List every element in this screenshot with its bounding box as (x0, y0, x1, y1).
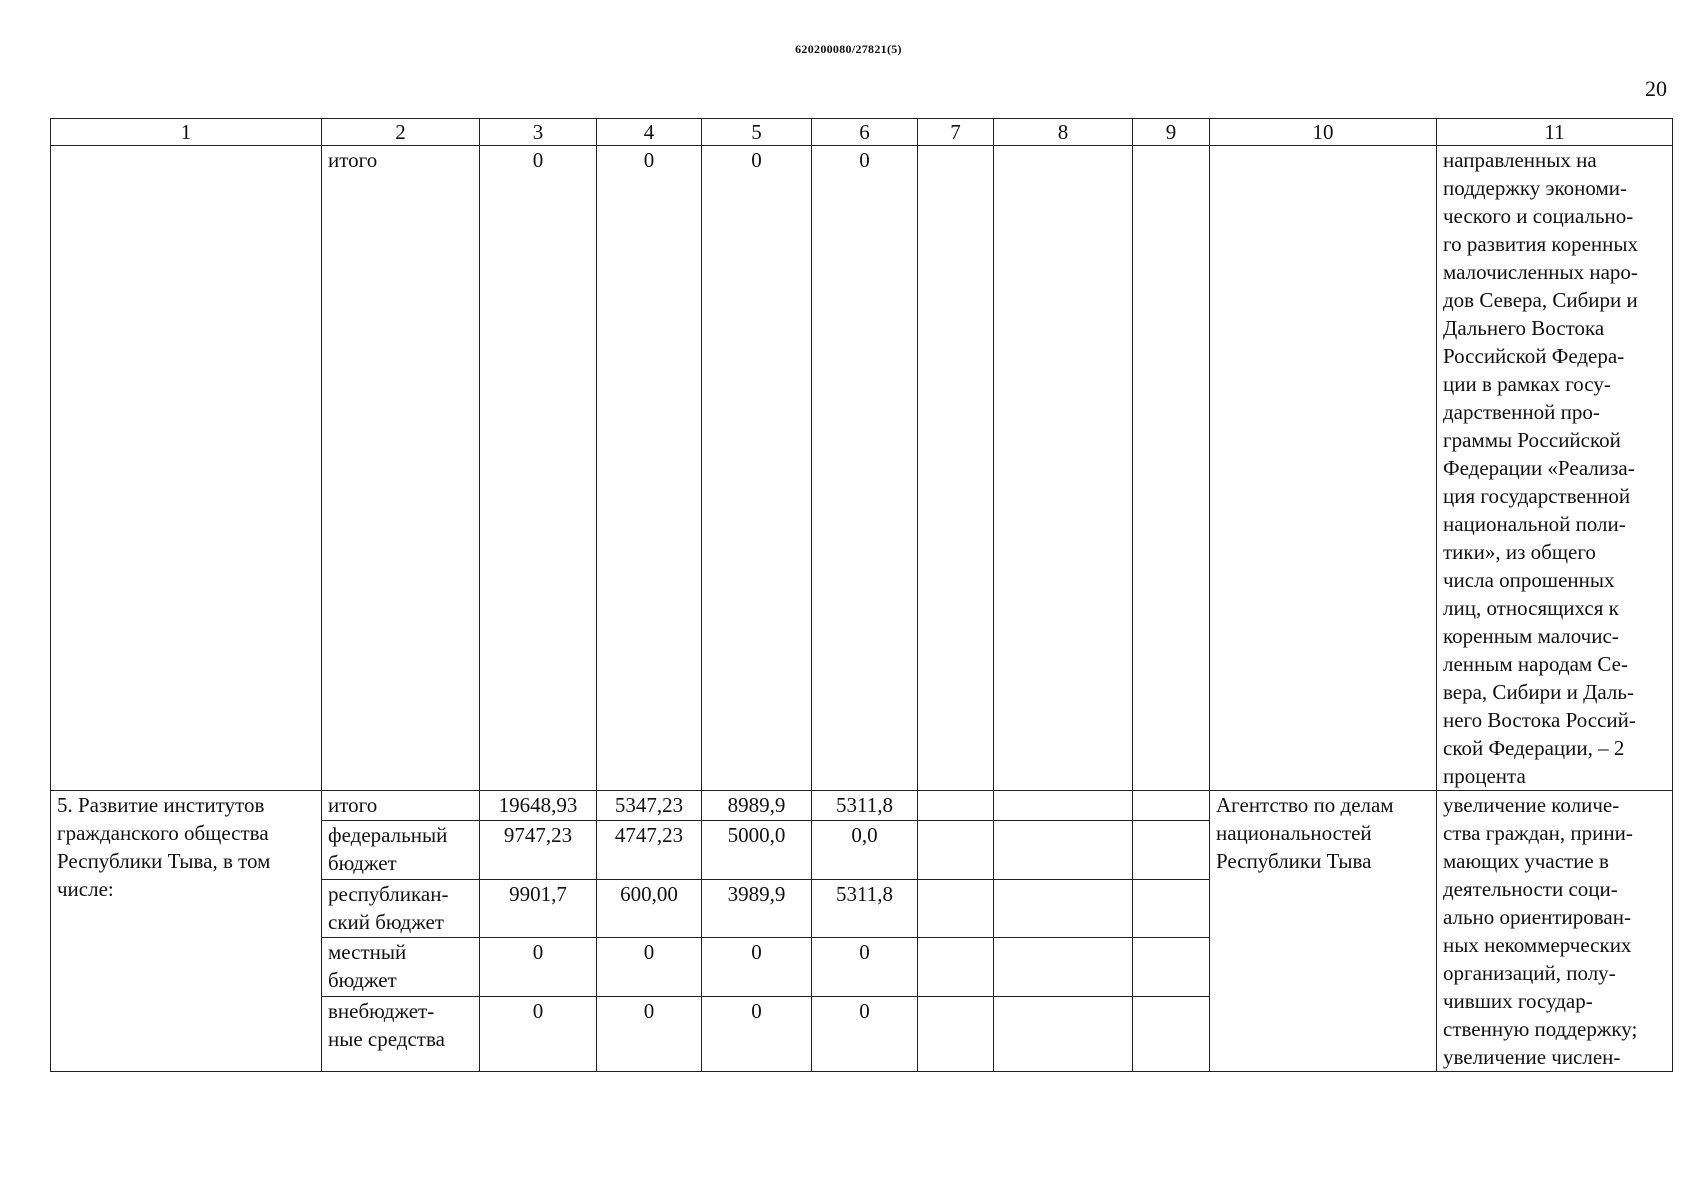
text-line: числе: (57, 877, 114, 901)
value-cell: 5311,8 (812, 879, 918, 938)
text-line: коренным малочис- (1443, 624, 1619, 648)
value-cell: 600,00 (597, 879, 702, 938)
value-cell: 0 (597, 146, 702, 791)
empty-cell (994, 791, 1133, 821)
text-line: поддержку экономи- (1443, 176, 1627, 200)
text-line: ные средства (328, 1026, 445, 1051)
value-cell: 8989,9 (702, 791, 812, 821)
text-line: бюджет (328, 968, 397, 993)
empty-cell (918, 938, 994, 997)
text-line: ции в рамках госу- (1443, 372, 1611, 396)
empty-cell (1133, 996, 1210, 1071)
text-line: деятельности соци- (1443, 877, 1618, 901)
table-row (51, 791, 1673, 821)
responsible-agency (1210, 791, 1437, 1072)
header-cell-3: 3 (480, 119, 597, 146)
text-line: малочисленных наро- (1443, 260, 1638, 284)
value-cell: 0,0 (812, 820, 918, 879)
row-label (322, 791, 480, 821)
empty-cell (994, 879, 1133, 938)
text-line: ных некоммерческих (1443, 933, 1632, 957)
text-line: ально ориентирован- (1443, 905, 1631, 929)
header-row (51, 119, 1673, 146)
text-line: него Востока Россий- (1443, 708, 1636, 732)
header-cell-9: 9 (1133, 119, 1210, 146)
empty-cell (918, 996, 994, 1071)
value-cell: 0 (702, 146, 812, 791)
text-line: местный (328, 940, 407, 965)
row-label (322, 938, 480, 997)
value-cell: 5311,8 (812, 791, 918, 821)
text-line: граммы Российской (1443, 428, 1621, 452)
header-cell-7: 7 (918, 119, 994, 146)
value-cell: 3989,9 (702, 879, 812, 938)
empty-cell (994, 820, 1133, 879)
row-label (322, 820, 480, 879)
empty-cell (994, 996, 1133, 1071)
text-line: го развития коренных (1443, 232, 1638, 256)
text-line: Республики Тыва (1216, 849, 1372, 873)
header-cell-11: 11 (1437, 119, 1673, 146)
text-line: национальной поли- (1443, 512, 1626, 536)
empty-cell (994, 938, 1133, 997)
header-cell-1: 1 (51, 119, 322, 146)
empty-cell (1133, 146, 1210, 791)
value-cell: 5347,23 (597, 791, 702, 821)
value-cell: 9747,23 (480, 820, 597, 879)
text-line: ленным народам Се- (1443, 652, 1629, 676)
header-cell-4: 4 (597, 119, 702, 146)
text-line: ской Федерации, – 2 (1443, 736, 1625, 760)
header-cell-6: 6 (812, 119, 918, 146)
text-line: федеральный (328, 822, 448, 847)
header-cell-2: 2 (322, 119, 480, 146)
text-line: Федерации «Реализа- (1443, 456, 1635, 480)
text-line: ский бюджет (328, 909, 444, 934)
value-cell: 19648,93 (480, 791, 597, 821)
text-line: мающих участие в (1443, 849, 1609, 873)
text-line: увеличение числен- (1443, 1045, 1621, 1069)
empty-cell (918, 146, 994, 791)
text-line: Российской Федера- (1443, 344, 1625, 368)
value-cell: 0 (480, 996, 597, 1071)
text-line: числа опрошенных (1443, 568, 1615, 592)
value-cell: 0 (597, 938, 702, 997)
text-line: Республики Тыва, в том (57, 849, 271, 873)
empty-cell (1133, 791, 1210, 821)
text-line: чивших государ- (1443, 989, 1593, 1013)
empty-cell (1133, 879, 1210, 938)
text-line: Дальнего Востока (1443, 316, 1605, 340)
row-label: итого (322, 146, 480, 791)
text-line: республикан- (328, 881, 449, 906)
text-line: дарственной про- (1443, 400, 1600, 424)
result-description (1437, 146, 1673, 791)
text-line: ческого и социально- (1443, 204, 1634, 228)
empty-cell (1210, 146, 1437, 791)
text-line: дов Севера, Сибири и (1443, 288, 1638, 312)
value-cell: 0 (702, 938, 812, 997)
value-cell: 4747,23 (597, 820, 702, 879)
empty-cell (918, 879, 994, 938)
empty-cell (51, 146, 322, 791)
header-cell-8: 8 (994, 119, 1133, 146)
value-cell: 0 (812, 938, 918, 997)
text-line: вера, Сибири и Даль- (1443, 680, 1634, 704)
budget-table (50, 118, 1673, 1072)
section-5-rows (51, 791, 1673, 1072)
text-line: процента (1443, 764, 1526, 788)
text-line: организаций, полу- (1443, 961, 1616, 985)
value-cell: 0 (597, 996, 702, 1071)
text-line: гражданского общества (57, 821, 269, 845)
empty-cell (1133, 820, 1210, 879)
value-cell: 0 (812, 996, 918, 1071)
section-name (51, 791, 322, 1072)
text-line: Агентство по делам (1216, 793, 1394, 817)
text-line: национальностей (1216, 821, 1372, 845)
text-line: лиц, относящихся к (1443, 596, 1619, 620)
text-line: итого (328, 793, 378, 817)
row-label (322, 996, 480, 1071)
result-description (1437, 791, 1673, 1072)
value-cell: 9901,7 (480, 879, 597, 938)
row-label (322, 879, 480, 938)
text-line: ственную поддержку; (1443, 1017, 1638, 1041)
page-number: 20 (1645, 76, 1667, 101)
text-line: направленных на (1443, 148, 1597, 172)
value-cell: 0 (480, 146, 597, 791)
header-cell-5: 5 (702, 119, 812, 146)
empty-cell (994, 146, 1133, 791)
empty-cell (918, 820, 994, 879)
text-line: ция государственной (1443, 484, 1631, 508)
value-cell: 0 (702, 996, 812, 1071)
value-cell: 0 (812, 146, 918, 791)
text-line: ства граждан, прини- (1443, 821, 1633, 845)
document-id: 620200080/27821(5) (795, 42, 902, 56)
value-cell: 5000,0 (702, 820, 812, 879)
text-line: тики», из общего (1443, 540, 1596, 564)
empty-cell (1133, 938, 1210, 997)
value-cell: 0 (480, 938, 597, 997)
text-line: увеличение количе- (1443, 793, 1620, 817)
text-line: внебюджет- (328, 998, 435, 1023)
table-row-itogo-continued (51, 146, 1673, 791)
text-line: 5. Развитие институтов (57, 793, 265, 817)
text-line: бюджет (328, 850, 397, 875)
header-cell-10: 10 (1210, 119, 1437, 146)
empty-cell (918, 791, 994, 821)
